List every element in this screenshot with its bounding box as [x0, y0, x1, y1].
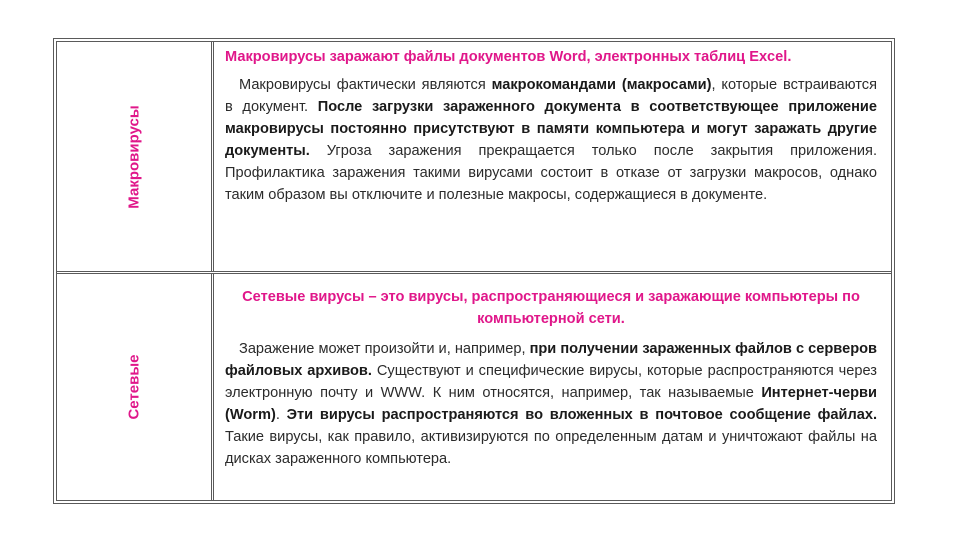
- body-text: .: [275, 407, 287, 423]
- section-heading-macro-viruses: Макровирусы заражают файлы документов Word, электронных таблиц Excel.: [225, 49, 792, 65]
- body-text-bold: Интернет-черви (Worm): [225, 385, 877, 423]
- body-text: Заражение может произойти и, например,: [239, 341, 530, 357]
- section-body-macro-viruses: [225, 74, 877, 206]
- section-heading-network-viruses: Сетевые вирусы – это вирусы, распространяющиеся и заражающие компьютеры по компьютерной сети.: [242, 289, 860, 327]
- section-body-network-viruses: [225, 338, 877, 470]
- body-text: , которые встраиваются в документ.: [225, 77, 878, 115]
- row-content-network-viruses: [225, 286, 877, 470]
- body-text: Такие вирусы, как правило, активизируются по определенным датам и уничтожают файлы на дисках зараженного компьютера.: [225, 429, 877, 467]
- body-text: Макровирусы фактически являются: [239, 77, 492, 93]
- row-label-cell: [57, 42, 214, 271]
- table-row-network-viruses: [57, 274, 891, 500]
- table-row-macro-viruses: [57, 42, 891, 274]
- row-label-cell: [57, 274, 214, 500]
- body-text-bold: при получении зараженных файлов с серверов файловых архивов.: [225, 341, 877, 379]
- body-text-bold: После загрузки зараженного документа в соответствующее приложение макровирусы постоянно присутствуют в памяти компьютера и могут заражать другие документы.: [225, 99, 877, 159]
- row-content-macro-viruses: [225, 46, 877, 206]
- row-label-network-viruses: Сетевые: [125, 354, 143, 420]
- body-text-bold: Эти вирусы распространяются во вложенных в почтовое сообщение файлах.: [286, 407, 877, 423]
- row-label-macro-viruses: Макровирусы: [125, 104, 143, 209]
- body-text-bold: макрокомандами (макросами): [491, 77, 712, 93]
- body-text: Существуют и специфические вирусы, которые распространяются через электронную почту и WWW. К ним относятся, например, так называемые: [225, 363, 878, 401]
- virus-types-table: [53, 38, 895, 504]
- body-text: Угроза заражения прекращается только после закрытия приложения. Профилактика заражения такими вирусами состоит в отказе от загрузки макросов, однако таким образом вы отключите и полезные макросы, содержащиеся в документе.: [225, 143, 877, 203]
